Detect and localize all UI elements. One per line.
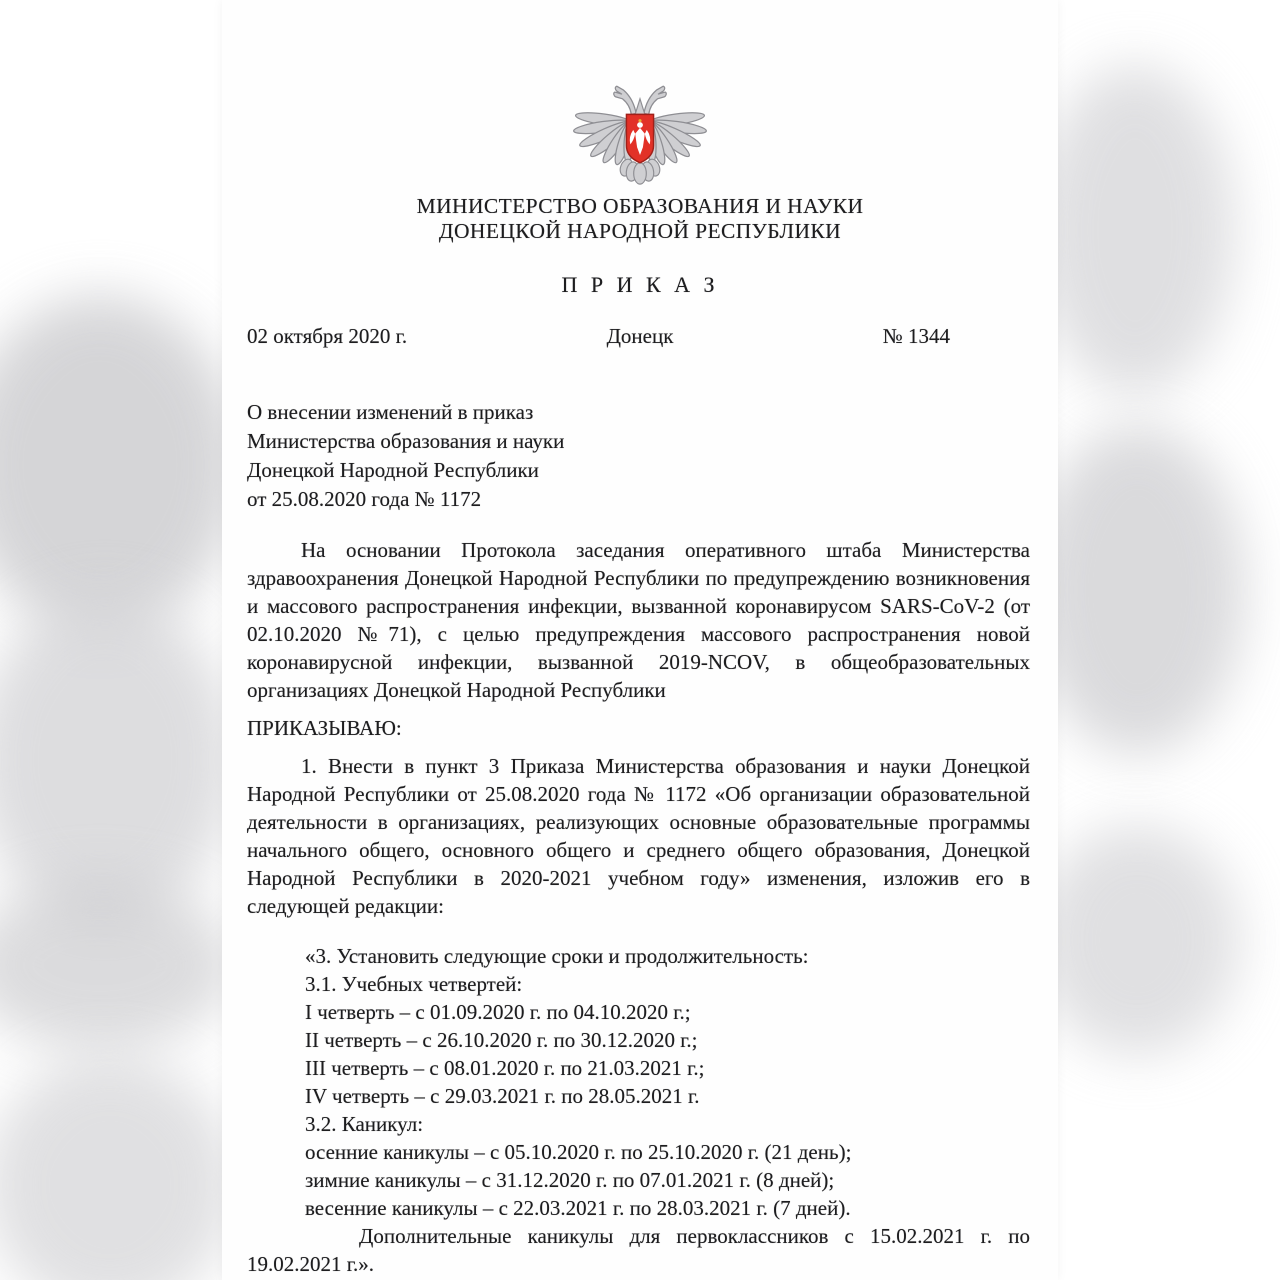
order-date: 02 октября 2020 г. [247, 324, 408, 348]
backdrop-blob [0, 295, 240, 635]
document-page [222, 0, 1058, 1280]
backdrop-blob [1030, 425, 1245, 755]
quoted-revision-block [305, 942, 1030, 1222]
backdrop-blob [1035, 825, 1240, 1055]
subject-line: Донецкой Народной Республики [247, 458, 539, 482]
meta-row [222, 324, 1058, 352]
quote-sub2: 3.2. Каникул: [305, 1112, 424, 1136]
ministry-line2: ДОНЕЦКОЙ НАРОДНОЙ РЕСПУБЛИКИ [438, 219, 842, 243]
quarter-line: III четверть – с 08.01.2020 г. по 21.03.2021 г.; [305, 1056, 705, 1080]
subject-line: Министерства образования и науки [247, 429, 565, 453]
quarter-line: II четверть – с 26.10.2020 г. по 30.12.2020 г.; [305, 1028, 698, 1052]
order-item-1: 1. Внести в пункт 3 Приказа Министерства образования и науки Донецкой Народной Республики от 25.08.2020 года № 1172 «Об организации образовательной деятельности в организациях, реализующих основные образовательные программы начального общего, основного общего и среднего общего образования, Донецкой Народной Республики в 2020-2021 учебном году» изменения, изложив его в следующей редакции: [247, 754, 1030, 918]
quarter-line: I четверть – с 01.09.2020 г. по 04.10.2020 г.; [305, 1000, 691, 1024]
preamble-paragraph: На основании Протокола заседания оперативного штаба Министерства здравоохранения Донецкой Народной Республики по предупреждению возникновения и массового распространения инфекции, вызванной коронавирусом SARS-CoV-2 (от 02.10.2020 №71), с целью предупреждения массового распространения новой коронавирусной инфекции, вызванной 2019-NCOV, в общеобразовательных организациях Донецкой Народной Республики [247, 538, 1030, 702]
quote-intro: «3. Установить следующие сроки и продолжительность: [305, 944, 809, 968]
dnr-coat-of-arms-icon [571, 62, 709, 188]
backdrop-blob [0, 595, 235, 925]
quote-sub1: 3.1. Учебных четвертей: [305, 972, 523, 996]
ministry-name [222, 194, 1058, 244]
document-type-heading: П Р И К А З [561, 272, 719, 297]
order-word: ПРИКАЗЫВАЮ: [247, 716, 402, 740]
order-number: № 1344 [882, 324, 950, 348]
quarter-line: IV четверть – с 29.03.2021 г. по 28.05.2021 г. [305, 1084, 700, 1108]
vacation-line: весенние каникулы – с 22.03.2021 г. по 28.03.2021 г. (7 дней). [305, 1196, 851, 1220]
vacation-line: зимние каникулы – с 31.12.2020 г. по 07.01.2021 г. (8 дней); [305, 1168, 835, 1192]
ministry-line1: МИНИСТЕРСТВО ОБРАЗОВАНИЯ И НАУКИ [416, 194, 864, 218]
order-city: Донецк [606, 324, 674, 348]
vacation-line: осенние каникулы – с 05.10.2020 г. по 25.10.2020 г. (21 день); [305, 1140, 852, 1164]
backdrop-blob [0, 1055, 235, 1280]
backdrop-blob [0, 880, 235, 1050]
subject-line: О внесении изменений в приказ [247, 400, 534, 424]
additional-vacation-paragraph: Дополнительные каникулы для первоклассников с 15.02.2021 г. по 19.02.2021 г.». [247, 1224, 1030, 1276]
order-subject [247, 398, 1030, 514]
backdrop-blob [1035, 65, 1235, 395]
subject-line: от 25.08.2020 года № 1172 [247, 487, 482, 511]
